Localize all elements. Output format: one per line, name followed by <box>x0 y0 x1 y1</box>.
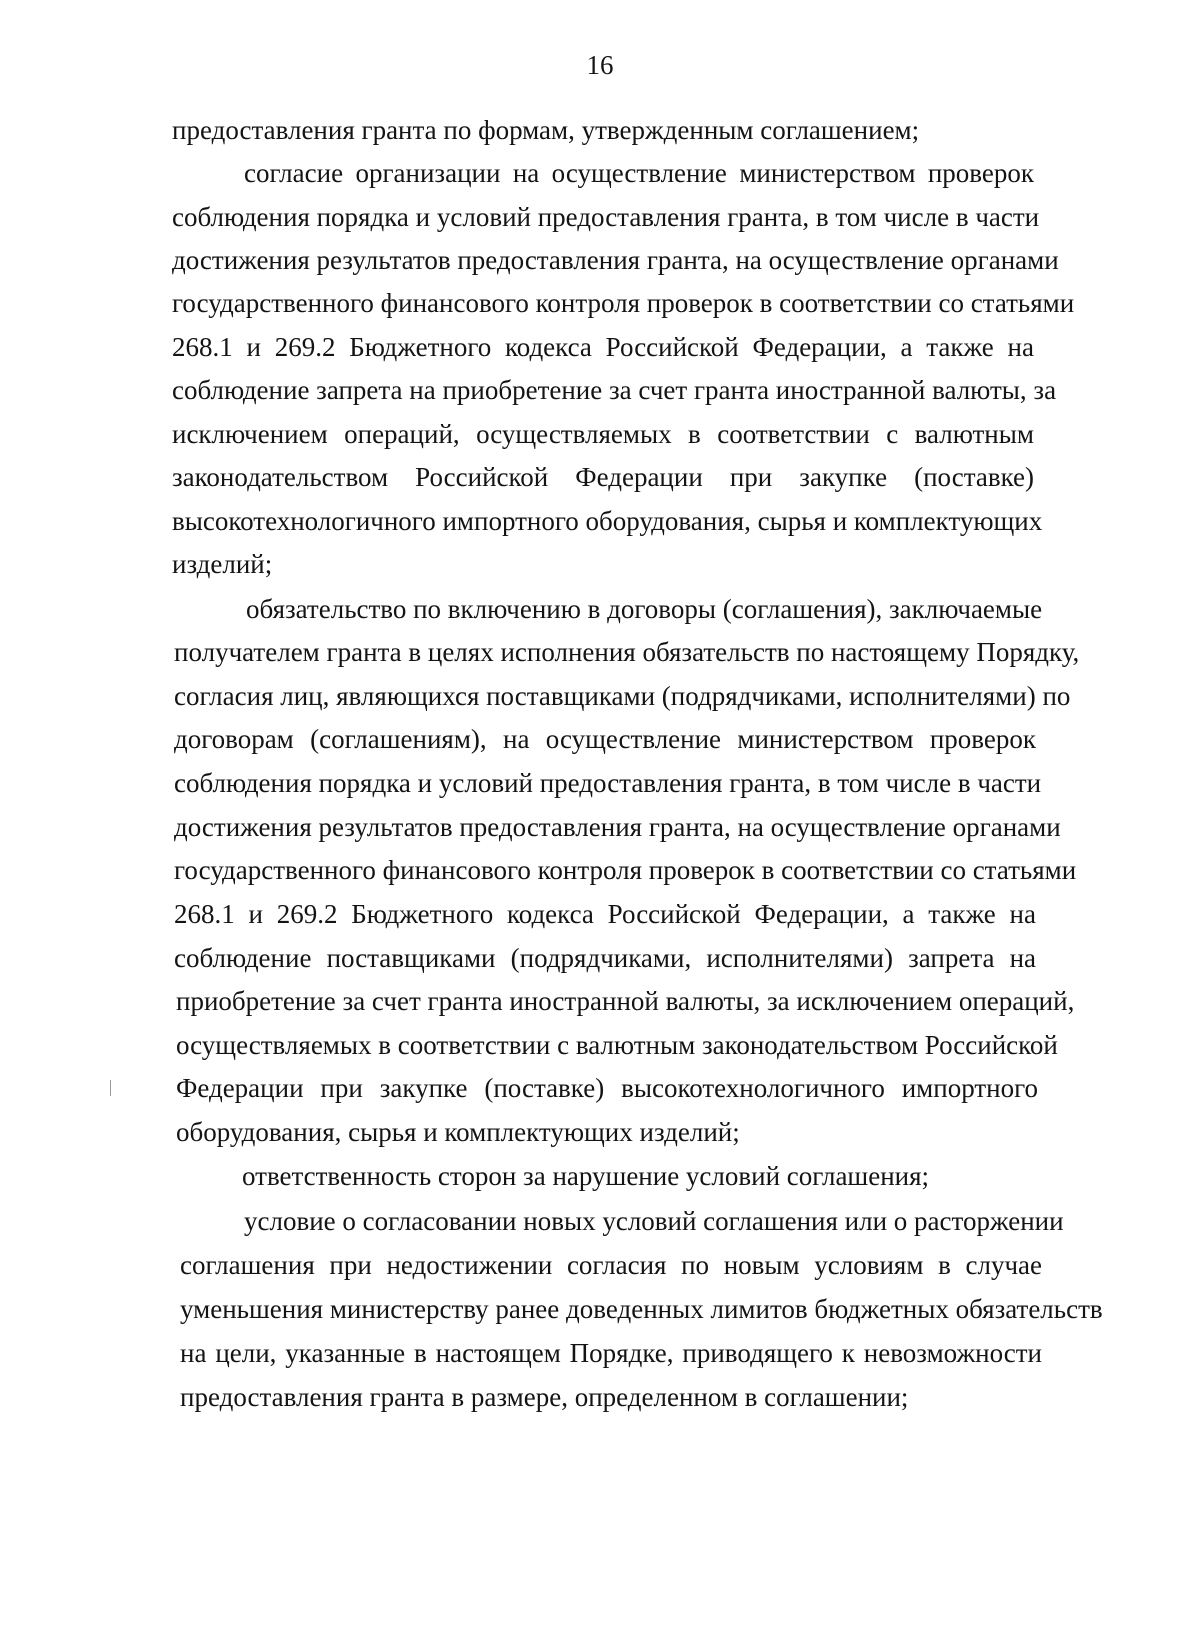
paragraph-line: 268.1 и 269.2 Бюджетного кодекса Российской Федерации, а также на <box>174 899 1036 929</box>
page-number: 16 <box>586 50 614 80</box>
paragraph-line: соблюдения порядка и условий предоставления гранта, в том числе в части <box>174 768 1042 798</box>
paragraph-line: предоставления гранта в размере, определенном в соглашении; <box>180 1382 909 1412</box>
paragraph-line: на цели, указанные в настоящем Порядке, приводящего к невозможности <box>180 1338 1042 1368</box>
paragraph-line: предоставления гранта по формам, утвержденным соглашением; <box>172 115 920 145</box>
paragraph-line: законодательством Российской Федерации при закупке (поставке) <box>172 462 1034 492</box>
scan-artifact-mark <box>110 1080 111 1096</box>
paragraph-line: условие о согласовании новых условий соглашения или о расторжении <box>244 1206 1064 1236</box>
paragraph-line: согласие организации на осуществление министерством проверок <box>244 158 1034 188</box>
paragraph-line: осуществляемых в соответствии с валютным законодательством Российской <box>176 1030 1058 1060</box>
paragraph-line: соглашения при недостижении согласия по новым условиям в случае <box>180 1250 1042 1280</box>
paragraph-line: получателем гранта в целях исполнения обязательств по настоящему Порядку, <box>174 637 1080 667</box>
paragraph-line: высокотехнологичного импортного оборудования, сырья и комплектующих <box>172 506 1043 536</box>
paragraph-line: оборудования, сырья и комплектующих изделий; <box>176 1117 740 1147</box>
paragraph-line: обязательство по включению в договоры (соглашения), заключаемые <box>246 594 1043 624</box>
paragraph-line: согласия лиц, являющихся поставщиками (подрядчиками, исполнителями) по <box>174 681 1071 711</box>
paragraph-line: приобретение за счет гранта иностранной валюты, за исключением операций, <box>176 986 1075 1016</box>
paragraph-line: соблюдение запрета на приобретение за счет гранта иностранной валюты, за <box>172 375 1057 405</box>
paragraph-line: Федерации при закупке (поставке) высокотехнологичного импортного <box>176 1073 1038 1103</box>
paragraph-line: ответственность сторон за нарушение условий соглашения; <box>242 1161 930 1191</box>
paragraph-line: соблюдение поставщиками (подрядчиками, исполнителями) запрета на <box>174 943 1036 973</box>
paragraph-line: исключением операций, осуществляемых в соответствии с валютным <box>172 419 1034 449</box>
paragraph-line: достижения результатов предоставления гранта, на осуществление органами <box>172 245 1059 275</box>
paragraph-line: достижения результатов предоставления гранта, на осуществление органами <box>174 812 1061 842</box>
paragraph-line: уменьшения министерству ранее доведенных лимитов бюджетных обязательств <box>180 1294 1103 1324</box>
paragraph-line: государственного финансового контроля проверок в соответствии со статьями <box>174 855 1077 885</box>
paragraph-line: государственного финансового контроля проверок в соответствии со статьями <box>172 288 1075 318</box>
paragraph-line: 268.1 и 269.2 Бюджетного кодекса Российской Федерации, а также на <box>172 332 1034 362</box>
paragraph-line: договорам (соглашениям), на осуществление министерством проверок <box>174 724 1036 754</box>
paragraph-line: изделий; <box>172 549 273 579</box>
paragraph-line: соблюдения порядка и условий предоставления гранта, в том числе в части <box>172 202 1040 232</box>
